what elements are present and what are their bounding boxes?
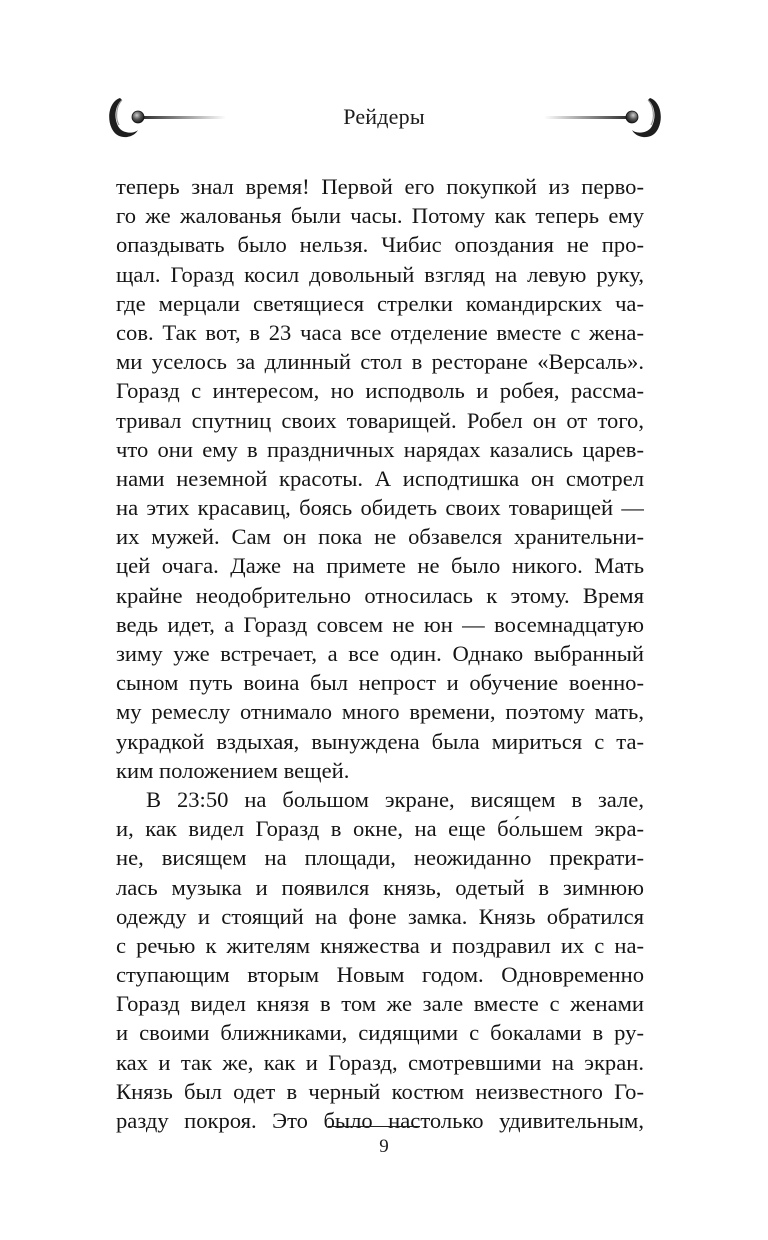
text-line: крайне неодобрительно относилась к этому. Время [116,582,644,608]
text-line: Князь был одет в черный костюм неизвестного Го- [116,1078,644,1104]
paragraph [116,172,644,785]
body-text [116,172,644,1135]
text-line: опаздывать было нельзя. Чибис опоздания не про- [116,232,644,258]
text-line: ми уселось за длинный стол в ресторане «Версаль». [116,349,644,375]
text-line: с речью к жителям княжества и поздравил их с на- [116,932,644,958]
text-line: Горазд видел князя в том же зале вместе с женами [116,991,644,1017]
text-line: го же жалованья были часы. Потому как теперь ему [116,203,644,229]
text-line: одежду и стоящий на фоне замка. Князь обратился [116,903,644,929]
running-title: Рейдеры [343,104,425,129]
text-line: украдкой вздыхая, вынуждена была мириться с та- [116,728,644,754]
text-line: сов. Так вот, в 23 часа все отделение вместе с жена- [116,319,644,345]
text-line: где мерцали светящиеся стрелки командирских ча- [116,290,644,316]
text-line: Горазд с интересом, но исподволь и робея, рассма- [116,378,644,404]
text-line: разду покроя. Это было настолько удивительным, [116,1108,644,1133]
page-number: 9 [379,1136,389,1157]
text-line: ведь идет, а Горазд совсем не юн — восемнадцатую [116,611,644,637]
text-line: на этих красавиц, боясь обидеть своих товарищей — [116,495,644,521]
text-line: ким положением вещей. [116,757,350,783]
text-line: и, как видел Горазд в окне, на еще бо́льшем экра- [116,816,644,842]
text-line: теперь знал время! Первой его покупкой из перво- [116,174,644,199]
text-line: тривал спутниц своих товарищей. Робел он от того, [116,407,644,433]
text-line: их мужей. Сам он пока не обзавелся хранительни- [116,524,644,550]
text-line: цей очага. Даже на примете не было никого. Мать [116,553,644,579]
footer-rule [328,1126,420,1127]
right-ornament-icon [544,92,666,144]
text-line: ступающим вторым Новым годом. Одновременно [116,962,644,988]
text-line: В 23:50 на большом экране, висящем в зале, [146,786,644,812]
text-line: сыном путь воина был непрост и обучение военно- [116,670,644,696]
text-line: и своими ближниками, сидящими с бокалами в ру- [116,1020,644,1046]
text-line: ках и так же, как и Горазд, смотревшими на экран. [116,1049,644,1075]
text-line: му ремеслу отнимало много времени, поэтому мать, [116,699,644,725]
text-line: щал. Горазд косил довольный взгляд на левую руку, [116,261,644,287]
running-header [0,92,768,144]
text-line: что они ему в праздничных нарядах казались царев- [116,436,644,462]
text-line: зиму уже встречает, а все один. Однако выбранный [116,641,644,666]
text-line: лась музыка и появился князь, одетый в зимнюю [116,874,644,900]
text-line: нами неземной красоты. А исподтишка он смотрел [116,465,644,491]
paragraph [116,785,644,1135]
text-line: не, висящем на площади, неожиданно прекрати- [116,845,644,871]
